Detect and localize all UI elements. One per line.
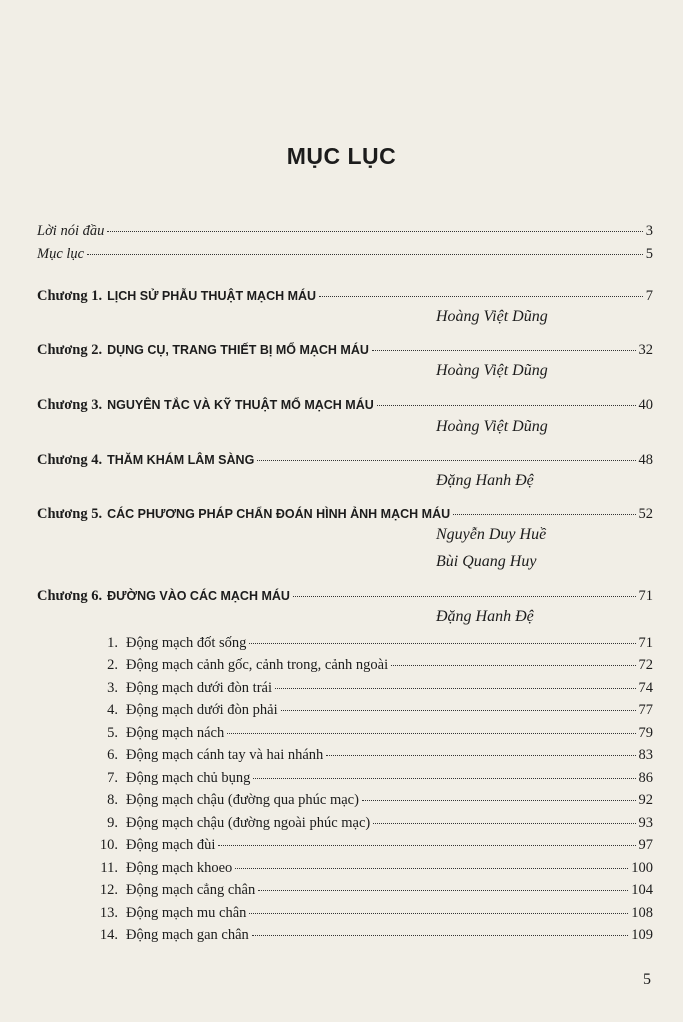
toc-chapter-2[interactable] (37, 341, 653, 359)
entry-page: 3 (645, 223, 653, 239)
toc-section[interactable] (96, 836, 653, 854)
dot-leader (373, 823, 635, 824)
dot-leader (257, 460, 635, 461)
toc-section[interactable] (96, 881, 653, 899)
chapter-name: ĐƯỜNG VÀO CÁC MẠCH MÁU (107, 589, 290, 603)
chapter-number: Chương 5. (37, 506, 103, 522)
chapter-page: 71 (638, 588, 653, 604)
section-index: 12. (99, 882, 118, 898)
chapter-name: CÁC PHƯƠNG PHÁP CHẨN ĐOÁN HÌNH ẢNH MẠCH MÁU (107, 507, 451, 521)
dot-leader (249, 913, 628, 914)
chapter-author: Bùi Quang Huy (436, 553, 537, 570)
section-label: Động mạch cảnh gốc, cảnh trong, cảnh ngoài (126, 657, 389, 673)
chapter-name: LỊCH SỬ PHẪU THUẬT MẠCH MÁU (107, 289, 317, 303)
toc-chapter-5[interactable] (37, 505, 653, 523)
dot-leader (326, 755, 635, 756)
section-page: 72 (638, 657, 653, 673)
section-page: 92 (638, 792, 653, 808)
toc-section[interactable] (96, 859, 653, 877)
toc-section[interactable] (96, 724, 653, 742)
section-index: 13. (99, 905, 118, 921)
dot-leader (227, 733, 635, 734)
toc-section[interactable] (96, 634, 653, 652)
chapter-name: THĂM KHÁM LÂM SÀNG (107, 453, 255, 467)
toc-section[interactable] (96, 791, 653, 809)
section-page: 77 (638, 702, 653, 718)
section-label: Động mạch cánh tay và hai nhánh (126, 747, 324, 763)
chapter-page: 52 (638, 506, 653, 522)
toc-section[interactable] (96, 904, 653, 922)
section-page: 104 (631, 882, 653, 898)
chapter-name: NGUYÊN TẮC VÀ KỸ THUẬT MỔ MẠCH MÁU (107, 398, 374, 412)
section-label: Động mạch chủ bụng (126, 770, 251, 786)
chapter-number: Chương 6. (37, 588, 103, 604)
section-label: Động mạch chậu (đường qua phúc mạc) (126, 792, 359, 808)
chapter-page: 40 (638, 397, 653, 413)
toc-entry-contents[interactable] (37, 245, 653, 263)
section-index: 9. (107, 815, 118, 831)
section-page: 109 (631, 927, 653, 943)
dot-leader (252, 935, 628, 936)
dot-leader (372, 350, 636, 351)
section-label: Động mạch khoeo (126, 860, 233, 876)
chapter-author: Đặng Hanh Đệ (436, 472, 534, 489)
section-page: 74 (638, 680, 653, 696)
section-page: 100 (631, 860, 653, 876)
dot-leader (249, 643, 635, 644)
chapter-number: Chương 2. (37, 342, 103, 358)
section-label: Động mạch cẳng chân (126, 882, 256, 898)
chapter-author: Đặng Hanh Đệ (436, 608, 534, 625)
dot-leader (453, 514, 635, 515)
page-number: 5 (643, 971, 651, 988)
chapter-author: Hoàng Việt Dũng (436, 418, 548, 435)
section-label: Động mạch gan chân (126, 927, 249, 943)
section-label: Động mạch dưới đòn phải (126, 702, 278, 718)
toc-chapter-4[interactable] (37, 451, 653, 469)
dot-leader (319, 296, 643, 297)
chapter-page: 32 (638, 342, 653, 358)
section-label: Động mạch dưới đòn trái (126, 680, 272, 696)
section-index: 8. (107, 792, 118, 808)
section-index: 10. (99, 837, 118, 853)
chapter-author: Hoàng Việt Dũng (436, 362, 548, 379)
chapter-number: Chương 4. (37, 452, 103, 468)
dot-leader (253, 778, 635, 779)
chapter-page: 48 (638, 452, 653, 468)
section-page: 79 (638, 725, 653, 741)
section-index: 7. (107, 770, 118, 786)
section-index: 6. (107, 747, 118, 763)
toc-section[interactable] (96, 814, 653, 832)
section-page: 97 (638, 837, 653, 853)
dot-leader (281, 710, 636, 711)
section-index: 4. (107, 702, 118, 718)
toc-section[interactable] (96, 656, 653, 674)
section-index: 1. (107, 635, 118, 651)
section-label: Động mạch mu chân (126, 905, 247, 921)
toc-section[interactable] (96, 769, 653, 787)
section-page: 86 (638, 770, 653, 786)
section-index: 2. (107, 657, 118, 673)
section-index: 14. (99, 927, 118, 943)
toc-section[interactable] (96, 746, 653, 764)
dot-leader (258, 890, 628, 891)
toc-section[interactable] (96, 926, 653, 944)
toc-chapter-6[interactable] (37, 587, 653, 605)
dot-leader (362, 800, 636, 801)
section-label: Động mạch đốt sống (126, 635, 247, 651)
entry-page: 5 (645, 246, 653, 262)
chapter-number: Chương 1. (37, 288, 103, 304)
dot-leader (107, 231, 642, 232)
section-page: 93 (638, 815, 653, 831)
dot-leader (377, 405, 636, 406)
section-label: Động mạch chậu (đường ngoài phúc mạc) (126, 815, 371, 831)
section-index: 5. (107, 725, 118, 741)
dot-leader (235, 868, 628, 869)
page-title: MỤC LỤC (286, 143, 397, 169)
toc-section[interactable] (96, 679, 653, 697)
entry-label: Mục lục (37, 246, 85, 262)
dot-leader (275, 688, 636, 689)
chapter-page: 7 (645, 288, 653, 304)
chapter-author: Hoàng Việt Dũng (436, 308, 548, 325)
toc-chapter-3[interactable] (37, 396, 653, 414)
section-label: Động mạch nách (126, 725, 225, 741)
toc-section[interactable] (96, 701, 653, 719)
section-index: 11. (100, 860, 118, 876)
chapter-number: Chương 3. (37, 397, 103, 413)
dot-leader (293, 596, 636, 597)
section-label: Động mạch đùi (126, 837, 216, 853)
toc-chapter-1[interactable] (37, 287, 653, 305)
section-page: 83 (638, 747, 653, 763)
chapter-author: Nguyễn Duy Huề (436, 526, 547, 543)
dot-leader (87, 254, 643, 255)
section-page: 71 (638, 635, 653, 651)
dot-leader (391, 665, 635, 666)
dot-leader (218, 845, 635, 846)
section-index: 3. (107, 680, 118, 696)
chapter-name: DỤNG CỤ, TRANG THIẾT BỊ MỔ MẠCH MÁU (107, 343, 369, 357)
toc-entry-foreword[interactable] (37, 222, 653, 240)
section-page: 108 (631, 905, 653, 921)
entry-label: Lời nói đầu (37, 223, 105, 239)
